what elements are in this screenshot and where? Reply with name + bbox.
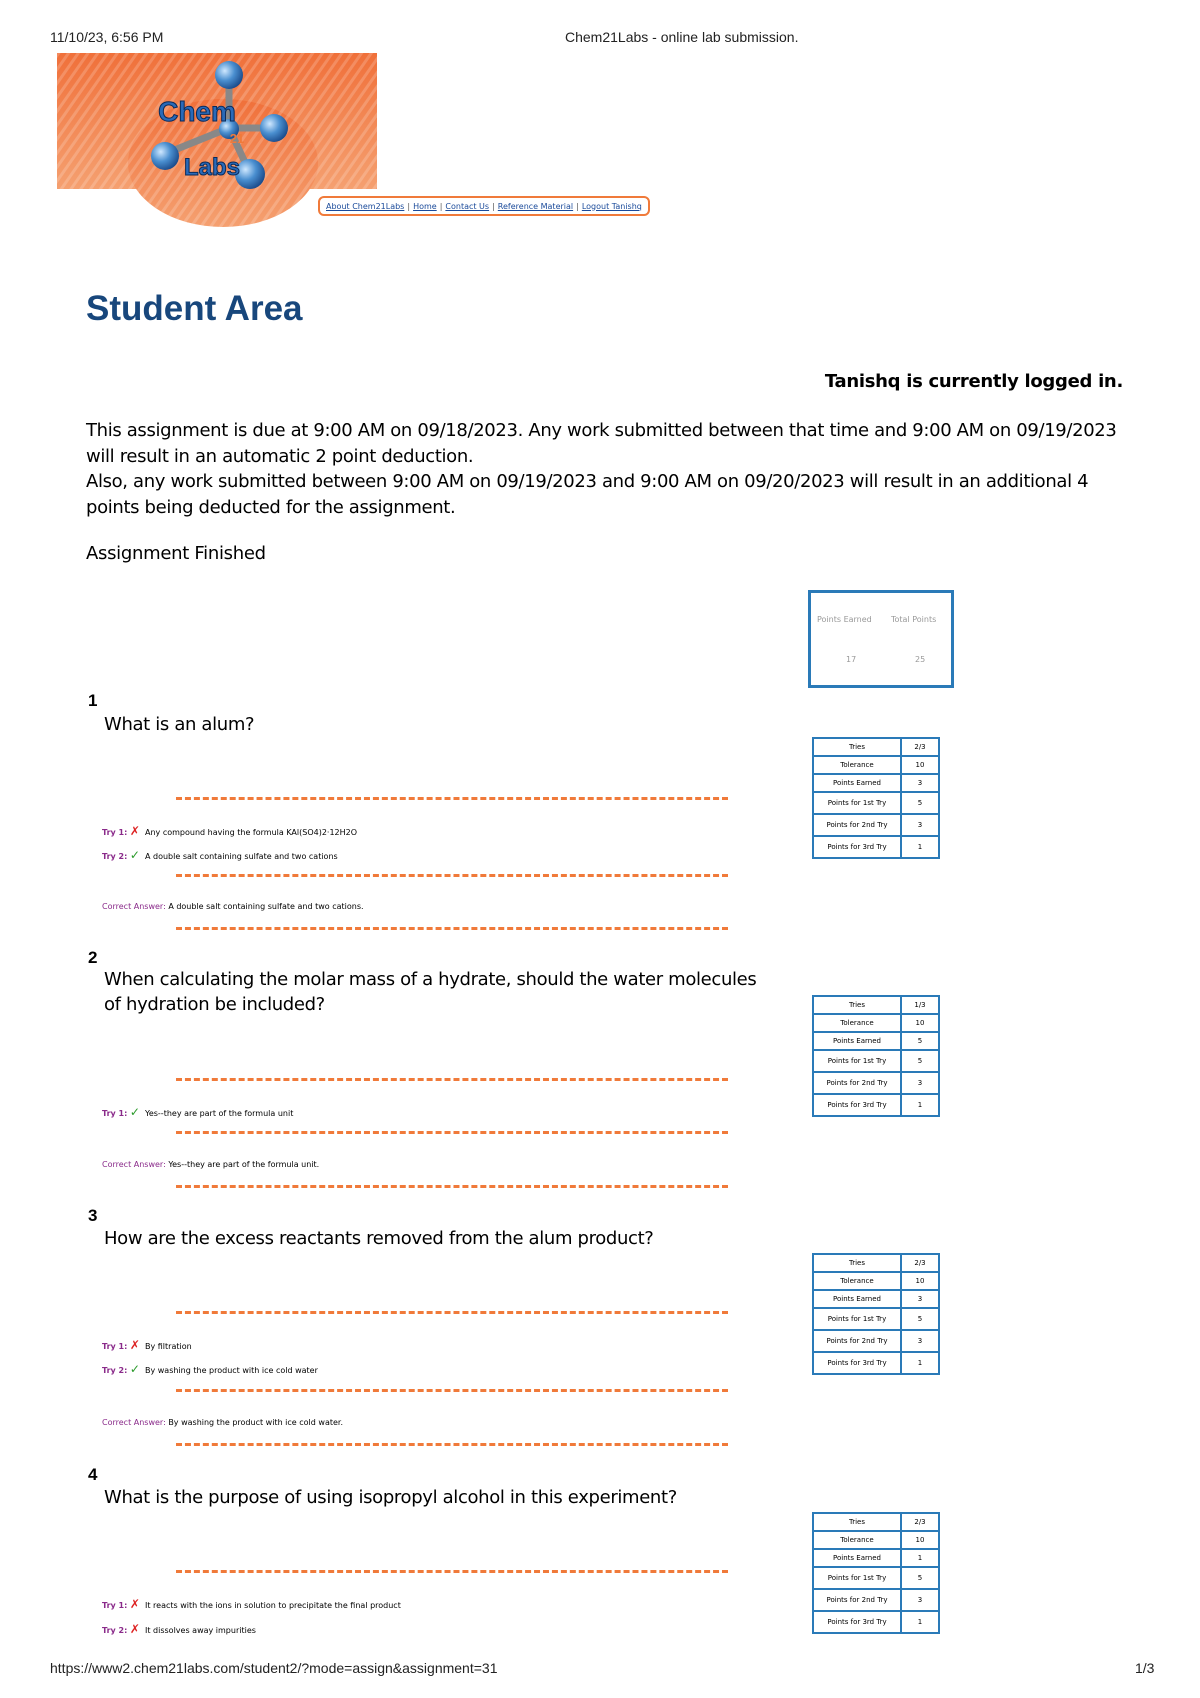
incorrect-icon: ✗ bbox=[129, 1622, 140, 1636]
question-text: How are the excess reactants removed from the alum product? bbox=[104, 1228, 654, 1249]
grid-value: 5 bbox=[901, 1032, 939, 1050]
print-page-title: Chem21Labs - online lab submission. bbox=[565, 29, 799, 45]
try-answer: It dissolves away impurities bbox=[145, 1626, 256, 1635]
try-row bbox=[102, 1338, 192, 1352]
grid-row bbox=[813, 1611, 939, 1633]
grid-row bbox=[813, 1014, 939, 1032]
grid-value: 3 bbox=[901, 1589, 939, 1611]
nav-separator: | bbox=[576, 201, 579, 211]
try-label: Try 2: bbox=[102, 852, 128, 861]
nav-home[interactable]: Home bbox=[413, 201, 437, 211]
correct-answer-label: Correct Answer: bbox=[102, 1418, 166, 1427]
grid-label: Points Earned bbox=[813, 1032, 901, 1050]
nav-contact[interactable]: Contact Us bbox=[445, 201, 490, 211]
grid-value: 5 bbox=[901, 792, 939, 814]
correct-answer-label: Correct Answer: bbox=[102, 902, 166, 911]
grid-label: Tolerance bbox=[813, 1531, 901, 1549]
due-notice-line1: This assignment is due at 9:00 AM on 09/18/2023. Any work submitted between that time and 9:00 AM on 09/19/2023 will result in an automatic 2 point deduction. bbox=[86, 420, 1117, 467]
divider bbox=[176, 1443, 728, 1446]
question-text: What is the purpose of using isopropyl alcohol in this experiment? bbox=[104, 1487, 677, 1508]
try-row bbox=[102, 824, 357, 838]
question-text: When calculating the molar mass of a hydrate, should the water molecules of hydration be included? bbox=[104, 969, 757, 1015]
grid-value: 1 bbox=[901, 836, 939, 858]
nav-separator: | bbox=[407, 201, 411, 211]
grid-label: Points for 3rd Try bbox=[813, 1094, 901, 1116]
top-nav bbox=[318, 196, 650, 216]
try-answer: By washing the product with ice cold water bbox=[145, 1366, 318, 1375]
due-notice-line2: Also, any work submitted between 9:00 AM on 09/19/2023 and 9:00 AM on 09/20/2023 will result in an additional 4 points being deducted for the assignment. bbox=[86, 471, 1089, 518]
divider bbox=[176, 1570, 728, 1573]
divider bbox=[176, 927, 728, 930]
incorrect-icon: ✗ bbox=[129, 1338, 140, 1352]
scoring-grid bbox=[812, 1512, 940, 1634]
grid-label: Tolerance bbox=[813, 1014, 901, 1032]
grid-label: Points Earned bbox=[813, 1549, 901, 1567]
grid-row bbox=[813, 1094, 939, 1116]
try-label: Try 1: bbox=[102, 1342, 128, 1351]
grid-row bbox=[813, 756, 939, 774]
grid-label: Points Earned bbox=[813, 774, 901, 792]
try-label: Try 2: bbox=[102, 1626, 128, 1635]
grid-row bbox=[813, 738, 939, 756]
grid-value: 10 bbox=[901, 1531, 939, 1549]
grid-row bbox=[813, 792, 939, 814]
question-number: 1 bbox=[88, 691, 98, 710]
correct-icon: ✓ bbox=[129, 848, 140, 862]
try-label: Try 1: bbox=[102, 1109, 128, 1118]
total-points-value: 25 bbox=[915, 655, 926, 664]
nav-separator: | bbox=[439, 201, 443, 211]
divider bbox=[176, 1185, 728, 1188]
try-row bbox=[102, 1105, 293, 1119]
total-points-label: Total Points bbox=[891, 615, 937, 624]
grid-label: Tolerance bbox=[813, 1272, 901, 1290]
try-answer: Any compound having the formula KAl(SO4)2·12H2O bbox=[145, 828, 358, 837]
grid-row bbox=[813, 1589, 939, 1611]
page-title: Student Area bbox=[86, 289, 303, 328]
try-row bbox=[102, 1622, 256, 1636]
try-answer: By filtration bbox=[145, 1342, 192, 1351]
divider bbox=[176, 1078, 728, 1081]
points-earned-value: 17 bbox=[846, 655, 857, 664]
grid-value: 3 bbox=[901, 1290, 939, 1308]
grid-row bbox=[813, 836, 939, 858]
grid-value: 3 bbox=[901, 1330, 939, 1352]
question-number: 3 bbox=[88, 1206, 98, 1225]
nav-logout[interactable]: Logout Tanishq bbox=[581, 201, 642, 211]
question-number: 2 bbox=[88, 948, 98, 967]
correct-answer-text: By washing the product with ice cold water. bbox=[168, 1418, 343, 1427]
print-page-number: 1/3 bbox=[1135, 1660, 1155, 1676]
correct-icon: ✓ bbox=[129, 1362, 140, 1376]
grid-label: Points for 3rd Try bbox=[813, 1352, 901, 1374]
incorrect-icon: ✗ bbox=[129, 824, 140, 838]
question-number: 4 bbox=[88, 1465, 98, 1484]
grid-row bbox=[813, 1352, 939, 1374]
scoring-grid bbox=[812, 1253, 940, 1375]
divider bbox=[176, 1389, 728, 1392]
grid-row bbox=[813, 1308, 939, 1330]
scoring-grid bbox=[812, 995, 940, 1117]
grid-label: Points for 2nd Try bbox=[813, 1072, 901, 1094]
logo-text-21: 21 bbox=[229, 131, 245, 146]
grid-value: 1 bbox=[901, 1352, 939, 1374]
grid-label: Tries bbox=[813, 738, 901, 756]
grid-row bbox=[813, 1272, 939, 1290]
grid-label: Points for 3rd Try bbox=[813, 1611, 901, 1633]
grid-value: 3 bbox=[901, 774, 939, 792]
logo-text-chem: Chem bbox=[158, 96, 236, 127]
grid-row bbox=[813, 1513, 939, 1531]
grid-label: Tries bbox=[813, 1254, 901, 1272]
question-text: What is an alum? bbox=[104, 714, 255, 735]
correct-icon: ✓ bbox=[129, 1105, 140, 1119]
logo-text-labs: Labs bbox=[183, 154, 241, 181]
divider bbox=[176, 797, 728, 800]
try-row bbox=[102, 1362, 318, 1376]
divider bbox=[176, 1131, 728, 1134]
nav-separator: | bbox=[492, 201, 495, 211]
grid-value: 5 bbox=[901, 1308, 939, 1330]
grid-value: 3 bbox=[901, 814, 939, 836]
try-label: Try 2: bbox=[102, 1366, 128, 1375]
try-row bbox=[102, 1597, 401, 1611]
try-answer: A double salt containing sulfate and two cations bbox=[145, 852, 338, 861]
grid-label: Points for 1st Try bbox=[813, 1050, 901, 1072]
grid-label: Points for 1st Try bbox=[813, 1308, 901, 1330]
try-answer: Yes--they are part of the formula unit bbox=[145, 1109, 294, 1118]
grid-value: 2/3 bbox=[901, 1254, 939, 1272]
grid-row bbox=[813, 774, 939, 792]
grid-label: Tolerance bbox=[813, 756, 901, 774]
grid-value: 2/3 bbox=[901, 1513, 939, 1531]
grid-value: 10 bbox=[901, 1014, 939, 1032]
grid-value: 1 bbox=[901, 1549, 939, 1567]
grid-row bbox=[813, 1254, 939, 1272]
correct-answer bbox=[102, 1160, 319, 1169]
grid-label: Points for 1st Try bbox=[813, 792, 901, 814]
grid-label: Points for 2nd Try bbox=[813, 814, 901, 836]
correct-answer-text: Yes--they are part of the formula unit. bbox=[168, 1160, 320, 1169]
grid-row bbox=[813, 1330, 939, 1352]
grid-row bbox=[813, 1050, 939, 1072]
due-notice bbox=[86, 418, 1136, 520]
try-label: Try 1: bbox=[102, 828, 128, 837]
assignment-status: Assignment Finished bbox=[86, 543, 266, 564]
print-datetime: 11/10/23, 6:56 PM bbox=[50, 29, 164, 45]
try-label: Try 1: bbox=[102, 1601, 128, 1610]
grid-row bbox=[813, 1032, 939, 1050]
nav-reference[interactable]: Reference Material bbox=[497, 201, 574, 211]
grid-label: Points for 2nd Try bbox=[813, 1589, 901, 1611]
grid-value: 1/3 bbox=[901, 996, 939, 1014]
divider bbox=[176, 874, 728, 877]
grid-label: Tries bbox=[813, 996, 901, 1014]
logged-in-status: Tanishq is currently logged in. bbox=[824, 371, 1123, 392]
grid-row bbox=[813, 996, 939, 1014]
nav-about[interactable]: About Chem21Labs bbox=[326, 201, 405, 211]
grid-row bbox=[813, 814, 939, 836]
grid-row bbox=[813, 1290, 939, 1308]
grid-value: 3 bbox=[901, 1072, 939, 1094]
grid-row bbox=[813, 1549, 939, 1567]
incorrect-icon: ✗ bbox=[129, 1597, 140, 1611]
correct-answer bbox=[102, 1418, 343, 1427]
points-earned-label: Points Earned bbox=[817, 615, 872, 624]
grid-label: Points for 1st Try bbox=[813, 1567, 901, 1589]
grid-row bbox=[813, 1072, 939, 1094]
points-summary bbox=[808, 590, 954, 688]
grid-label: Tries bbox=[813, 1513, 901, 1531]
print-url: https://www2.chem21labs.com/student2/?mode=assign&assignment=31 bbox=[50, 1660, 498, 1676]
correct-answer-text: A double salt containing sulfate and two cations. bbox=[168, 902, 364, 911]
grid-value: 2/3 bbox=[901, 738, 939, 756]
grid-label: Points for 2nd Try bbox=[813, 1330, 901, 1352]
correct-answer bbox=[102, 902, 364, 911]
grid-value: 10 bbox=[901, 1272, 939, 1290]
grid-value: 5 bbox=[901, 1567, 939, 1589]
grid-value: 1 bbox=[901, 1094, 939, 1116]
try-row bbox=[102, 848, 338, 862]
scoring-grid bbox=[812, 737, 940, 859]
grid-row bbox=[813, 1567, 939, 1589]
try-answer: It reacts with the ions in solution to precipitate the final product bbox=[145, 1601, 401, 1610]
grid-value: 5 bbox=[901, 1050, 939, 1072]
grid-value: 10 bbox=[901, 756, 939, 774]
correct-answer-label: Correct Answer: bbox=[102, 1160, 166, 1169]
divider bbox=[176, 1311, 728, 1314]
grid-label: Points for 3rd Try bbox=[813, 836, 901, 858]
grid-value: 1 bbox=[901, 1611, 939, 1633]
grid-label: Points Earned bbox=[813, 1290, 901, 1308]
grid-row bbox=[813, 1531, 939, 1549]
